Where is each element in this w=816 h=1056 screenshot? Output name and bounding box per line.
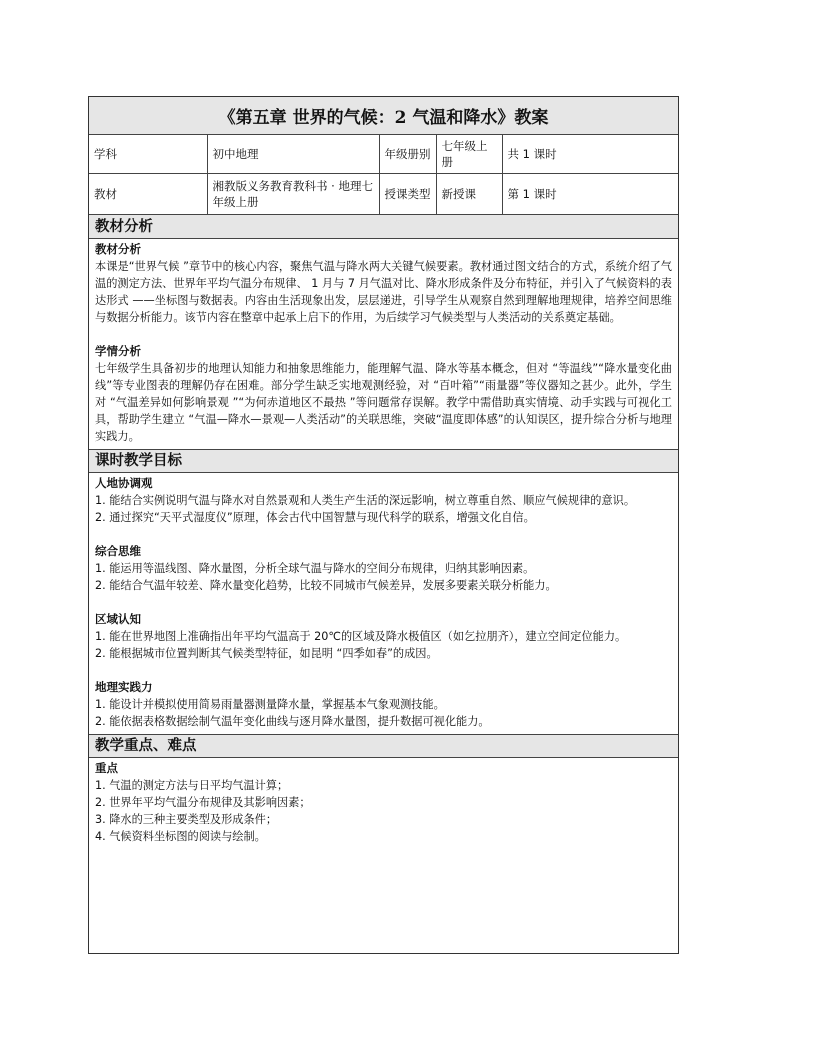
meta-cell: 初中地理: [207, 135, 379, 174]
goal-group: [95, 679, 672, 730]
meta-cell: 新授课: [436, 174, 502, 215]
meta-cell: 授课类型: [379, 174, 436, 215]
list-item: 2. 能根据城市位置判断其气候类型特征，如昆明 “四季如春”的成因。: [95, 647, 438, 660]
list-item: 2. 能结合气温年较差、降水量变化趋势，比较不同城市气候差异，发展多要素关联分析能力。: [95, 579, 557, 592]
section-heading-analysis: 教材分析: [89, 215, 678, 239]
meta-cell: 教材: [89, 174, 207, 215]
sub-heading: 综合思维: [95, 544, 141, 558]
document-title: 《第五章 世界的气候：2 气温和降水》教案: [89, 97, 678, 135]
meta-table: [89, 135, 678, 215]
section-body-analysis: [89, 239, 678, 449]
meta-cell: 七年级上册: [436, 135, 502, 174]
meta-cell: 学科: [89, 135, 207, 174]
list-item: 1. 能运用等温线图、降水量图，分析全球气温与降水的空间分布规律，归纳其影响因素。: [95, 562, 535, 575]
list-item: 4. 气候资料坐标图的阅读与绘制。: [95, 830, 266, 843]
lesson-plan-document: [88, 96, 679, 954]
sub-heading: 重点: [95, 761, 118, 775]
list-item: 3. 降水的三种主要类型及形成条件；: [95, 813, 278, 826]
goal-group: [95, 475, 672, 526]
section-body-key-points: [89, 758, 678, 849]
meta-cell: 共 1 课时: [502, 135, 678, 174]
list-item: 2. 通过探究“天平式湿度仪”原理，体会古代中国智慧与现代科学的联系，增强文化自信。: [95, 511, 535, 524]
list-item: 1. 能在世界地图上准确指出年平均气温高于 20℃的区域及降水极值区（如乞拉朋齐），建立空间定位能力。: [95, 630, 627, 643]
meta-cell: 第 1 课时: [502, 174, 678, 215]
paragraph: 本课是“世界气候 ”章节中的核心内容，聚焦气温与降水两大关键气候要素。教材通过图文结合的方式，系统介绍了气温的测定方法、世界年平均气温分布规律、 1 月与 7 月气温对比、降水形成条件及分布特征，并引入了气候资料的表达形式 ——坐标图与数据表。内容由生活现象出发，层层递进，引导学生从观察自然到理解地理规律，培养空间思维与数据分析能力。该节内容在整章中起承上启下的作用，为后续学习气候类型与人类活动的关系奠定基础。: [95, 260, 672, 324]
meta-cell: 湘教版义务教育教科书 · 地理七年级上册: [207, 174, 379, 215]
list-item: 1. 能结合实例说明气温与降水对自然景观和人类生产生活的深远影响，树立尊重自然、顺应气候规律的意识。: [95, 494, 636, 507]
list-item: 1. 能设计并模拟使用简易雨量器测量降水量，掌握基本气象观测技能。: [95, 698, 445, 711]
meta-row: [89, 174, 678, 215]
section-heading-goals: 课时教学目标: [89, 449, 678, 473]
section-body-goals: [89, 473, 678, 734]
sub-heading: 地理实践力: [95, 680, 153, 694]
sub-heading: 区域认知: [95, 612, 141, 626]
list-item: 2. 能依据表格数据绘制气温年变化曲线与逐月降水量图，提升数据可视化能力。: [95, 715, 490, 728]
sub-heading: 教材分析: [95, 242, 141, 256]
sub-heading: 人地协调观: [95, 476, 153, 490]
list-item: 1. 气温的测定方法与日平均气温计算；: [95, 779, 289, 792]
section-heading-key-points: 教学重点、难点: [89, 734, 678, 758]
paragraph: 七年级学生具备初步的地理认知能力和抽象思维能力，能理解气温、降水等基本概念，但对 “等温线”“降水量变化曲线”等专业图表的理解仍存在困难。部分学生缺乏实地观测经验，对 “百叶箱”“雨量器”等仪器知之甚少。此外，学生对 “气温差异如何影响景观 ”“为何赤道地区不最热 ”等问题常存误解。教学中需借助真实情境、动手实践与可视化工具，帮助学生建立 “气温—降水—景观—人类活动”的关联思维，突破“温度即体感”的认知误区，提升综合分析与地理实践力。: [95, 362, 672, 443]
goal-group: [95, 543, 672, 594]
meta-row: [89, 135, 678, 174]
list-item: 2. 世界年平均气温分布规律及其影响因素；: [95, 796, 311, 809]
sub-heading: 学情分析: [95, 344, 141, 358]
goal-group: [95, 611, 672, 662]
meta-cell: 年级册别: [379, 135, 436, 174]
